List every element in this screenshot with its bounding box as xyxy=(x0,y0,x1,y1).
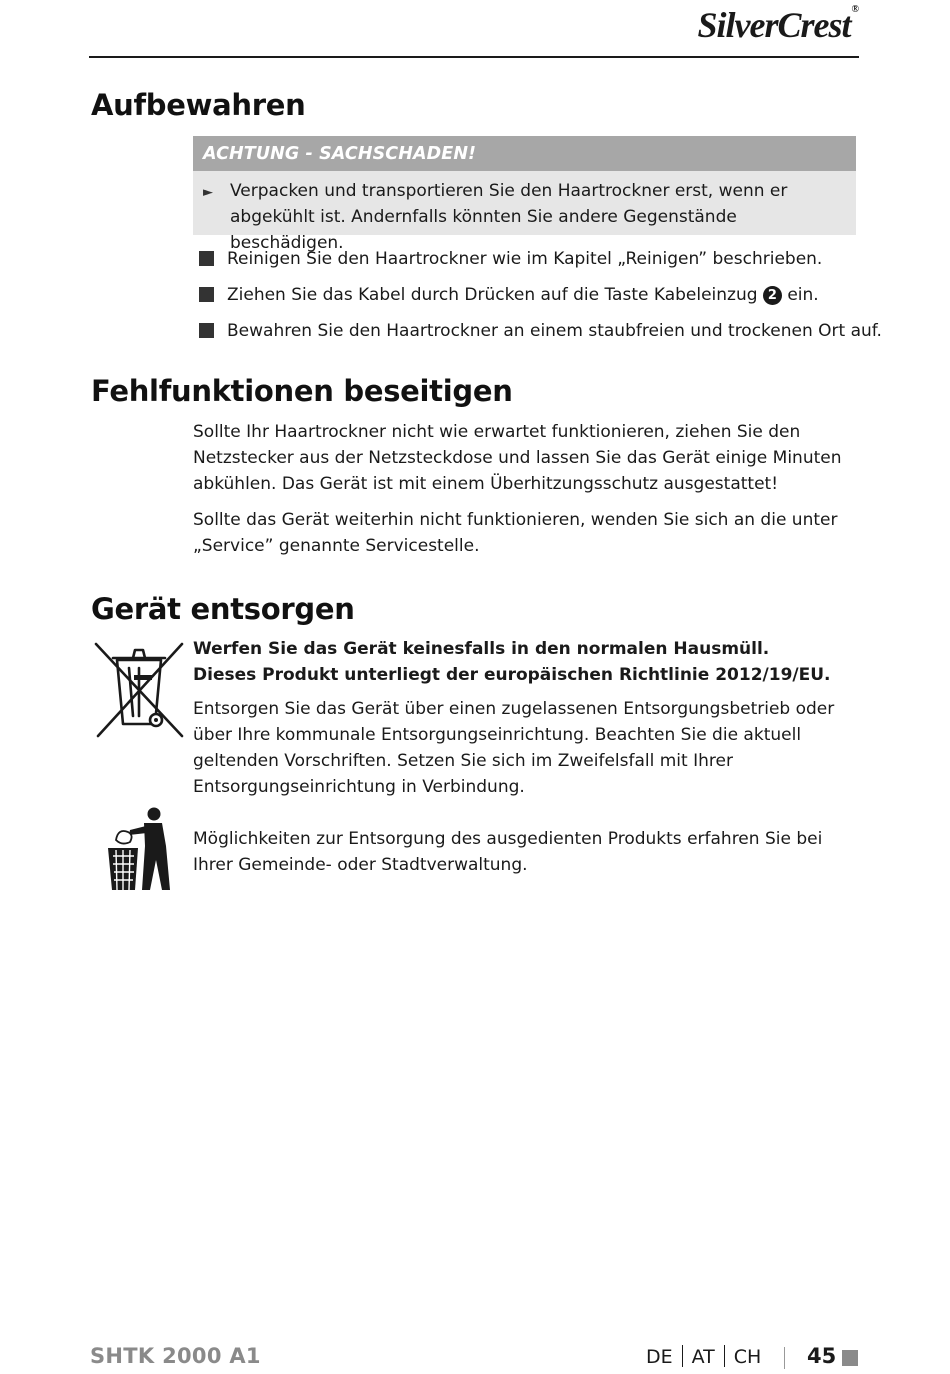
square-bullet-icon xyxy=(199,287,214,302)
warning-item xyxy=(193,171,856,256)
disposal-warning-line-2: Dieses Produkt unterliegt der europäischen Richtlinie 2012/19/EU. xyxy=(193,665,831,685)
square-bullet-icon xyxy=(199,251,214,266)
language-code: CH xyxy=(733,1346,762,1368)
section-title-storage: Aufbewahren xyxy=(91,88,306,122)
troubleshooting-paragraph-1: Sollte Ihr Haartrockner nicht wie erwartet funktionieren, ziehen Sie den Netzstecker aus der Netzsteckdose und lassen Sie das Gerät einige Minuten abkühlen. Das Gerät ist mit einem Überhitzungsschutz ausgestattet! xyxy=(193,422,842,494)
language-code: DE xyxy=(646,1346,673,1368)
disposal-warning-line-1: Werfen Sie das Gerät keinesfalls in den normalen Hausmüll. xyxy=(193,639,770,659)
list-item xyxy=(199,282,879,308)
warning-box xyxy=(193,136,856,253)
disposal-paragraph-1: Entsorgen Sie das Gerät über einen zugelassenen Entsorgungsbetrieb oder über Ihre kommunale Entsorgungseinrichtung. Beachten Sie die aktuell geltenden Vorschriften. Setzen Sie sich im Zweifelsfall mit Ihrer Entsorgungseinrichtung in Verbindung. xyxy=(193,699,835,797)
list-item-text: Bewahren Sie den Haartrockner an einem staubfreien und trockenen Ort auf. xyxy=(227,321,882,341)
troubleshooting-paragraph-2: Sollte das Gerät weiterhin nicht funktionieren, wenden Sie sich an die unter „Service” genannte Servicestelle. xyxy=(193,510,838,556)
list-item xyxy=(199,246,879,272)
footer-model-number: SHTK 2000 A1 xyxy=(90,1344,261,1368)
square-bullet-icon xyxy=(199,323,214,338)
section-title-troubleshooting: Fehlfunktionen beseitigen xyxy=(91,374,513,408)
crossed-out-wheelie-bin-icon xyxy=(93,638,185,740)
footer-square-marker xyxy=(842,1350,858,1366)
arrow-icon: ► xyxy=(203,185,213,200)
language-code: AT xyxy=(691,1346,715,1368)
footer-divider xyxy=(784,1347,785,1369)
storage-steps xyxy=(199,246,882,354)
brand-logo: SilverCrest® xyxy=(697,4,858,45)
page-number: 45 xyxy=(807,1344,837,1368)
warning-title: ACHTUNG - SACHSCHADEN! xyxy=(193,136,856,171)
list-item-text: Ziehen Sie das Kabel durch Drücken auf die Taste Kabeleinzug xyxy=(227,285,758,305)
language-separator xyxy=(724,1345,725,1367)
section-title-disposal: Gerät entsorgen xyxy=(91,592,355,626)
language-separator xyxy=(682,1345,683,1367)
list-item-text: Reinigen Sie den Haartrockner wie im Kapitel „Reinigen” beschrieben. xyxy=(227,249,823,269)
list-item-text: ein. xyxy=(787,285,819,305)
warning-text: Verpacken und transportieren Sie den Haartrockner erst, wenn er abgekühlt ist. Andernfalls könnten Sie andere Gegenstände beschädigen. xyxy=(230,181,788,253)
header-rule xyxy=(89,56,859,58)
tidy-man-icon xyxy=(104,806,174,892)
part-reference-badge: 2 xyxy=(763,286,782,305)
footer-languages xyxy=(646,1345,761,1368)
list-item xyxy=(199,318,882,344)
disposal-paragraph-2: Möglichkeiten zur Entsorgung des ausgedienten Produkts erfahren Sie bei Ihrer Gemeinde- oder Stadtverwaltung. xyxy=(193,829,823,875)
